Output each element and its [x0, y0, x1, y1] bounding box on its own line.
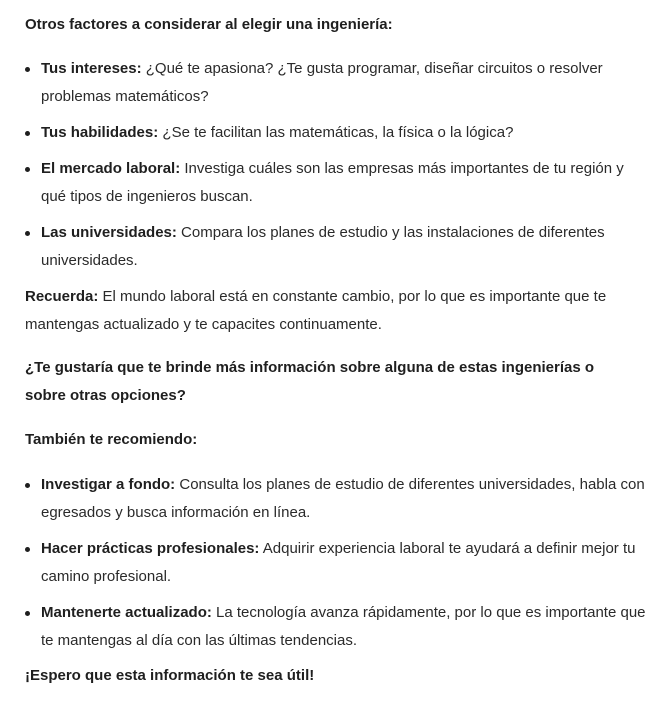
remember-text: El mundo laboral está en constante cambio, por lo que es importante que te mantengas actualizado y te capacites continuamente.	[25, 288, 607, 333]
item-text: Consulta los planes de estudio de diferentes universidades, habla con egresados y busca información en línea.	[41, 476, 645, 521]
list-item	[25, 55, 651, 111]
remember-paragraph	[25, 283, 655, 339]
item-text: Adquirir experiencia laboral te ayudará a definir mejor tu camino profesional.	[41, 540, 636, 585]
item-label: Las universidades:	[41, 224, 177, 241]
bullet-icon	[25, 67, 30, 72]
item-label: Tus intereses:	[41, 60, 142, 77]
section-heading: Otros factores a considerar al elegir una ingeniería:	[25, 16, 393, 33]
recommendations-list	[25, 471, 651, 655]
item-label: Mantenerte actualizado:	[41, 604, 212, 621]
item-label: Hacer prácticas profesionales:	[41, 540, 260, 557]
follow-up-question: ¿Te gustaría que te brinde más información sobre alguna de estas ingenierías o sobre otras opciones?	[25, 359, 595, 404]
remember-label: Recuerda:	[25, 288, 99, 305]
closing-line: ¡Espero que esta información te sea útil!	[25, 667, 315, 684]
item-label: Investigar a fondo:	[41, 476, 176, 493]
item-text: Investiga cuáles son las empresas más importantes de tu región y qué tipos de ingenieros buscan.	[41, 160, 624, 205]
item-text: Compara los planes de estudio y las instalaciones de diferentes universidades.	[41, 224, 605, 269]
bullet-icon	[25, 131, 30, 136]
bullet-icon	[25, 167, 30, 172]
item-text: ¿Qué te apasiona? ¿Te gusta programar, diseñar circuitos o resolver problemas matemáticos?	[41, 60, 603, 105]
item-label: El mercado laboral:	[41, 160, 181, 177]
list-item	[25, 599, 651, 655]
bullet-icon	[25, 611, 30, 616]
recommendations-heading: También te recomiendo:	[25, 431, 198, 448]
list-item	[25, 155, 651, 211]
item-text: ¿Se te facilitan las matemáticas, la física o la lógica?	[158, 124, 514, 141]
bullet-icon	[25, 483, 30, 488]
list-item	[25, 535, 651, 591]
factors-list	[25, 55, 651, 275]
item-text: La tecnología avanza rápidamente, por lo que es importante que te mantengas al día con las últimas tendencias.	[41, 604, 646, 649]
list-item	[25, 119, 651, 147]
bullet-icon	[25, 231, 30, 236]
list-item	[25, 219, 651, 275]
list-item	[25, 471, 651, 527]
bullet-icon	[25, 547, 30, 552]
item-label: Tus habilidades:	[41, 124, 159, 141]
